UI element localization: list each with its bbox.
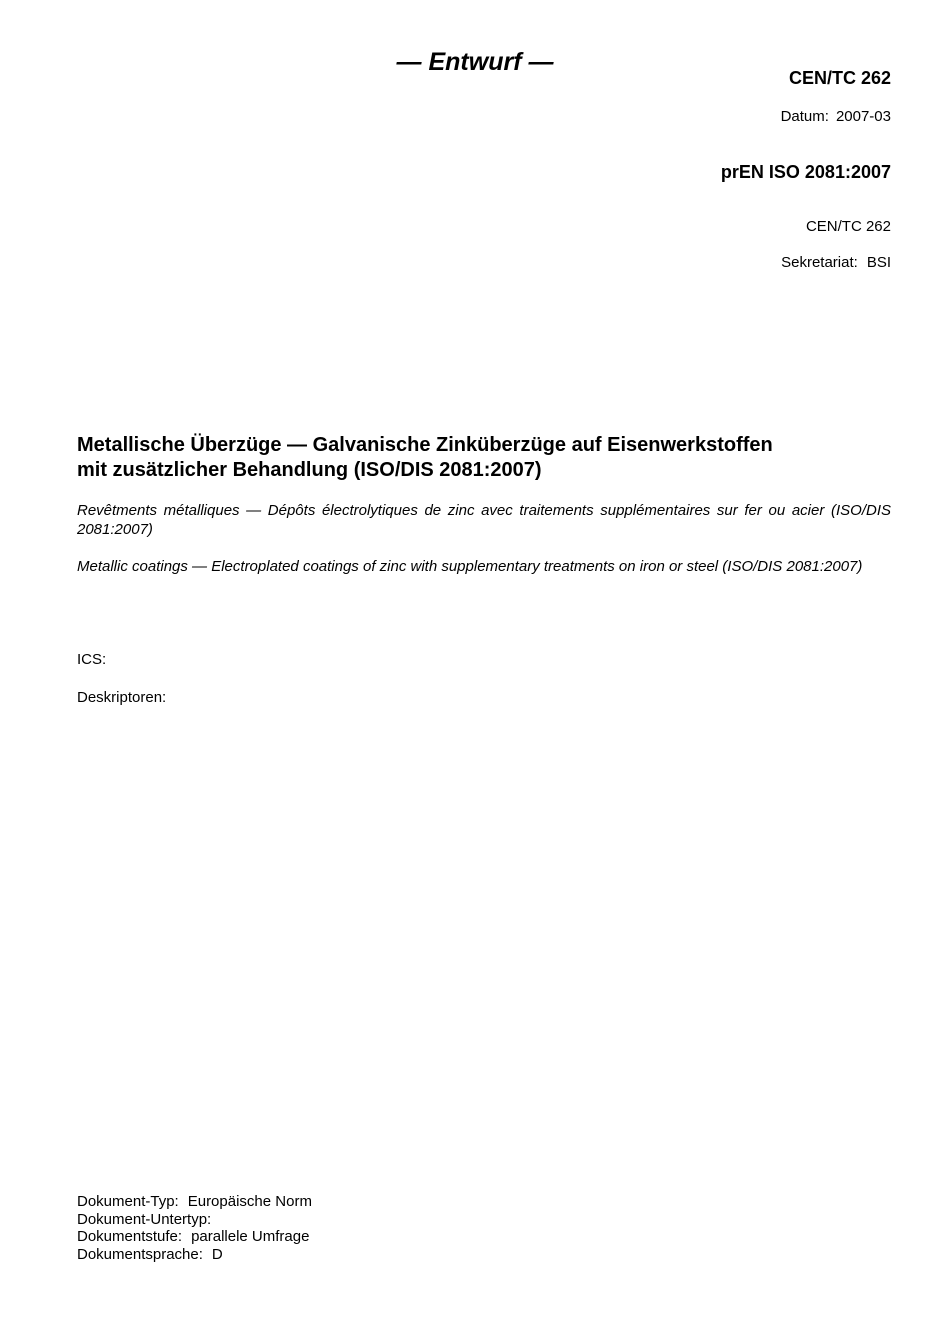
ics-label: ICS: xyxy=(77,651,107,668)
document-language-value: D xyxy=(211,1245,223,1263)
secretariat-value: BSI xyxy=(866,254,891,271)
document-stage-label: Dokumentstufe: xyxy=(77,1228,183,1245)
date-line xyxy=(781,108,891,125)
document-type-row xyxy=(77,1193,312,1211)
committee-secondary: CEN/TC 262 xyxy=(805,218,891,235)
descriptors-label: Deskriptoren: xyxy=(77,689,167,706)
english-title: Metallic coatings — Electroplated coatings of zinc with supplementary treatments on iron or steel (ISO/DIS 2081:2007) xyxy=(77,558,863,575)
document-language-label: Dokumentsprache: xyxy=(77,1245,203,1263)
document-language-row xyxy=(77,1246,312,1264)
german-title xyxy=(77,433,891,483)
committee-heading: CEN/TC 262 xyxy=(788,68,891,88)
secretariat-label: Sekretariat: xyxy=(781,254,858,271)
document-type-value: Europäische Norm xyxy=(187,1193,312,1210)
date-value: 2007-03 xyxy=(835,108,891,125)
secretariat-line xyxy=(781,254,891,271)
german-title-line2: mit zusätzlicher Behandlung (ISO/DIS 2081:2007) xyxy=(77,459,542,481)
draft-banner: — Entwurf — xyxy=(396,48,554,76)
french-title: Revêtments métalliques — Dépôts électrolytiques de zinc avec traitements supplémentaires sur fer ou acier (ISO/DIS 2081:2007) xyxy=(77,502,891,538)
document-subtype-label: Dokument-Untertyp: xyxy=(77,1210,212,1228)
standard-number: prEN ISO 2081:2007 xyxy=(720,162,891,182)
document-type-label: Dokument-Typ: xyxy=(77,1193,179,1210)
document-stage-row xyxy=(77,1228,312,1246)
document-stage-value: parallele Umfrage xyxy=(191,1228,310,1245)
document-subtype-row xyxy=(77,1211,312,1229)
document-info xyxy=(77,1193,312,1263)
date-label: Datum: xyxy=(780,108,829,125)
german-title-line1: Metallische Überzüge — Galvanische Zinküberzüge auf Eisenwerkstoffen xyxy=(77,434,773,456)
